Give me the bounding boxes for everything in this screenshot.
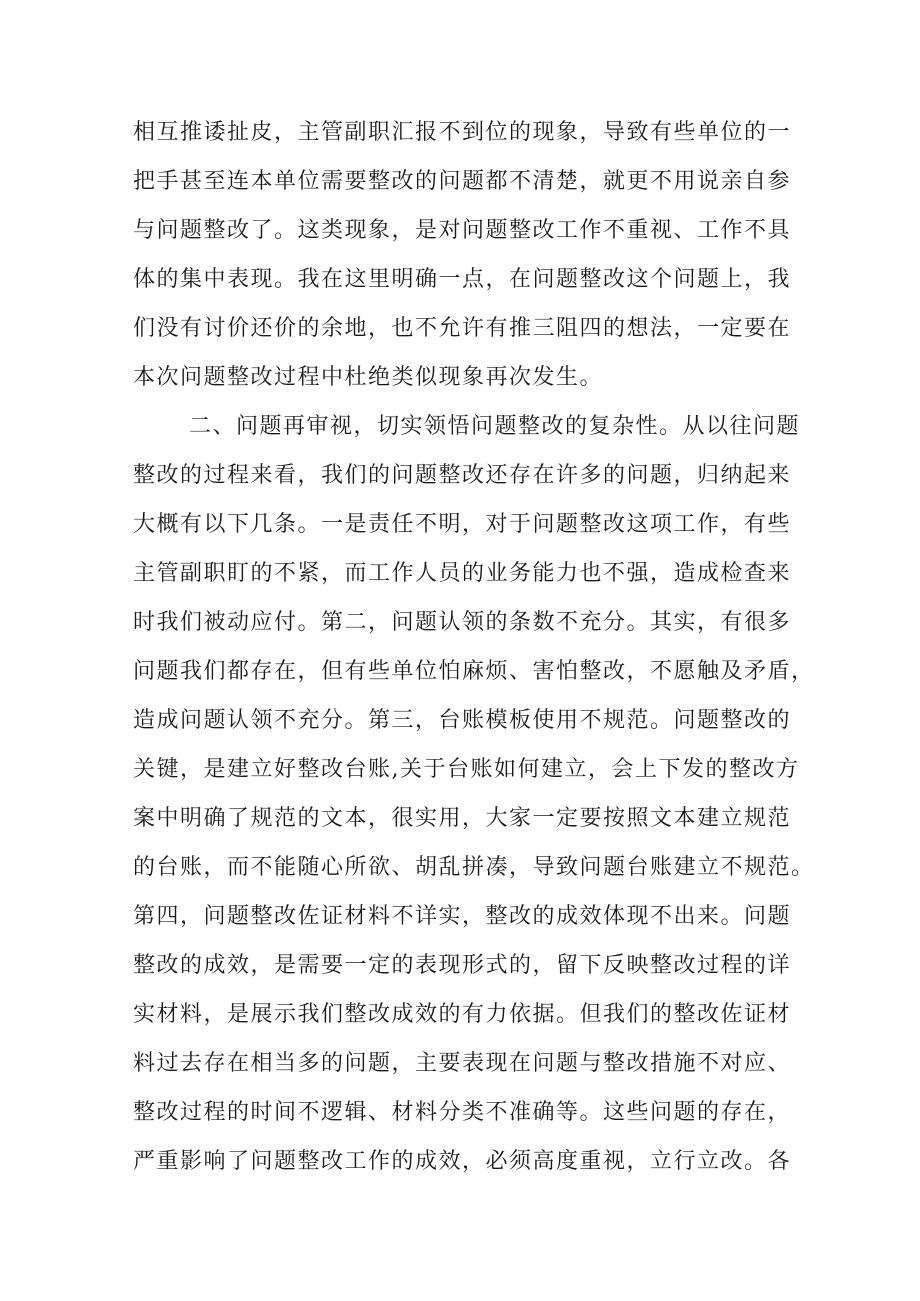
text-line: 严重影响了问题整改工作的成效，必须高度重视，立行立改。各 [133,1149,792,1174]
text-line: 整改的成效，是需要一定的表现形式的，留下反映整改过程的详 [133,953,792,978]
text-line: 二、问题再审视，切实领悟问题整改的复杂性。从以往问题 [189,414,801,439]
text-line: 主管副职盯的不紧，而工作人员的业务能力也不强，造成检查来 [133,561,792,586]
text-line: 与问题整改了。这类现象，是对问题整改工作不重视、工作不具 [133,218,792,243]
text-line: 问题我们都存在，但有些单位怕麻烦、害怕整改，不愿触及矛盾， [133,659,815,684]
text-line: 大概有以下几条。一是责任不明，对于问题整改这项工作，有些 [133,512,792,537]
text-line: 本次问题整改过程中杜绝类似现象再次发生。 [133,365,604,390]
text-line: 案中明确了规范的文本，很实用，大家一定要按照文本建立规范 [133,806,792,831]
text-line: 关键，是建立好整改台账,关于台账如何建立，会上下发的整改方 [133,757,800,782]
text-line: 造成问题认领不充分。第三，台账模板使用不规范。问题整改的 [133,708,792,733]
text-line: 体的集中表现。我在这里明确一点，在问题整改这个问题上，我 [133,267,792,292]
text-line: 相互推诿扯皮，主管副职汇报不到位的现象，导致有些单位的一 [133,120,792,145]
text-line: 整改的过程来看，我们的问题整改还存在许多的问题，归纳起来 [133,463,792,488]
text-line: 把手甚至连本单位需要整改的问题都不清楚，就更不用说亲自参 [133,169,792,194]
text-line: 第四，问题整改佐证材料不详实，整改的成效体现不出来。问题 [133,904,792,929]
text-line: 时我们被动应付。第二，问题认领的条数不充分。其实，有很多 [133,610,792,635]
text-line: 料过去存在相当多的问题，主要表现在问题与整改措施不对应、 [133,1051,792,1076]
text-line: 实材料，是展示我们整改成效的有力依据。但我们的整改佐证材 [133,1002,792,1027]
text-line: 们没有讨价还价的余地，也不允许有推三阻四的想法，一定要在 [133,316,792,341]
text-line: 的台账，而不能随心所欲、胡乱拼凑，导致问题台账建立不规范。 [133,855,815,880]
text-line: 整改过程的时间不逻辑、材料分类不准确等。这些问题的存在， [133,1100,792,1125]
